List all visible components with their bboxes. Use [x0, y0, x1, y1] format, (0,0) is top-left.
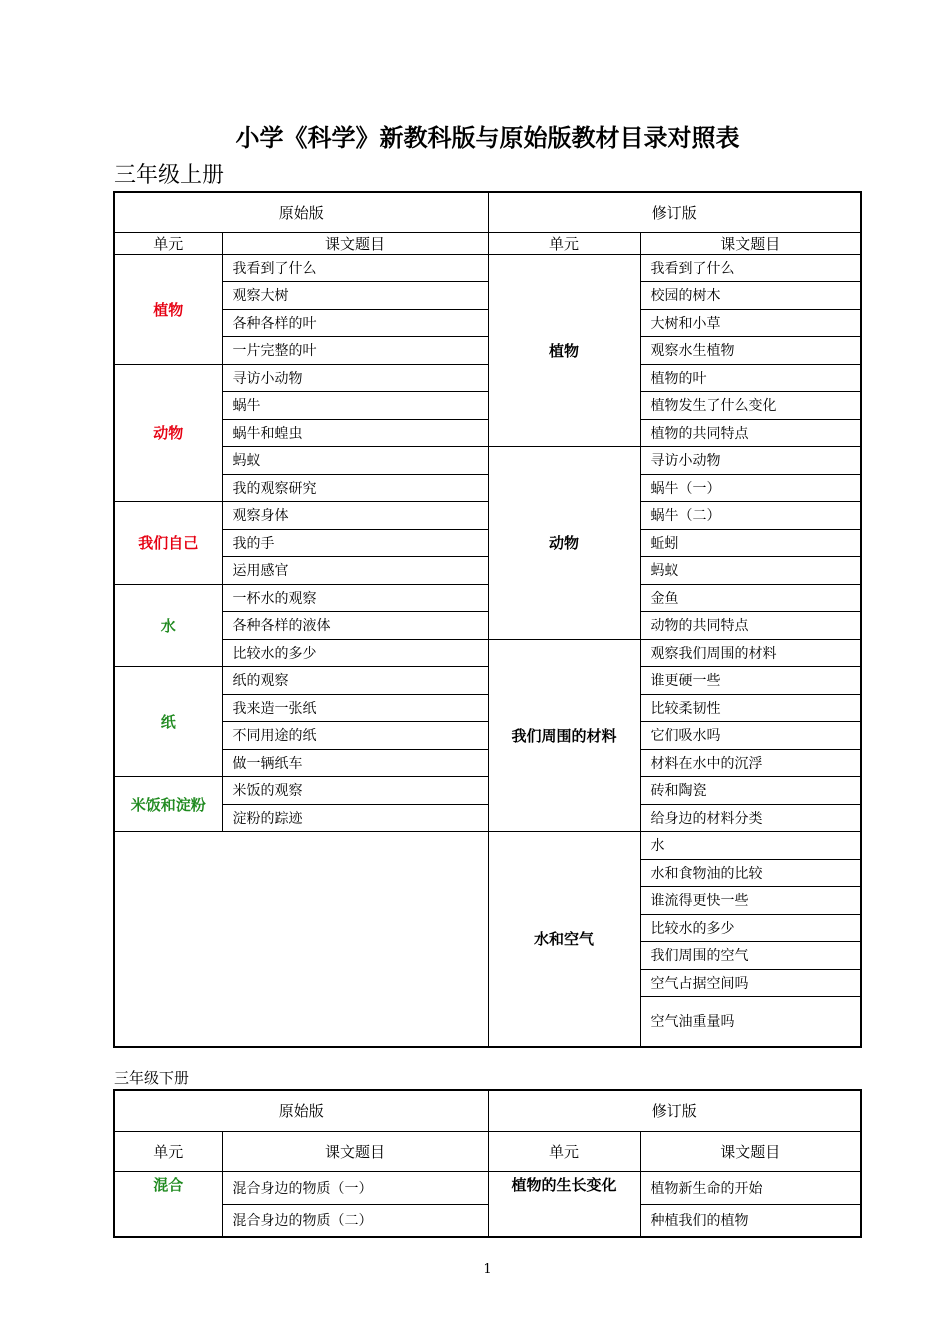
- revised-lesson: 观察水生植物: [640, 337, 861, 365]
- original-lesson: 一片完整的叶: [222, 337, 488, 365]
- original-lesson: 我看到了什么: [222, 254, 488, 282]
- original-lesson: 我的观察研究: [222, 474, 488, 502]
- revised-lesson: 给身边的材料分类: [640, 804, 861, 832]
- original-lesson: 观察身体: [222, 502, 488, 530]
- original-unit: 植物: [114, 254, 222, 364]
- header-unit: 单元: [114, 1131, 222, 1171]
- revised-lesson: 寻访小动物: [640, 447, 861, 475]
- original-lesson: 蜗牛: [222, 392, 488, 420]
- revised-unit: 动物: [488, 447, 640, 640]
- revised-lesson: 植物的叶: [640, 364, 861, 392]
- revised-lesson: 金鱼: [640, 584, 861, 612]
- original-lesson: 观察大树: [222, 282, 488, 310]
- revised-lesson: 比较水的多少: [640, 914, 861, 942]
- original-lesson: 一杯水的观察: [222, 584, 488, 612]
- revised-lesson: 动物的共同特点: [640, 612, 861, 640]
- table-grade3-lower: [113, 1089, 862, 1238]
- revised-lesson: 谁更硬一些: [640, 667, 861, 695]
- revised-unit: 水和空气: [488, 832, 640, 1047]
- revised-lesson: 植物新生命的开始: [640, 1171, 861, 1204]
- original-lesson: 蚂蚁: [222, 447, 488, 475]
- revised-unit: 植物: [488, 254, 640, 447]
- original-lesson: 各种各样的叶: [222, 309, 488, 337]
- revised-lesson: 植物的共同特点: [640, 419, 861, 447]
- original-lesson: 做一辆纸车: [222, 749, 488, 777]
- revised-lesson: 我们周围的空气: [640, 942, 861, 970]
- header-unit: 单元: [488, 1131, 640, 1171]
- revised-lesson: 蜗牛（一）: [640, 474, 861, 502]
- original-lesson: 各种各样的液体: [222, 612, 488, 640]
- table-grade3-upper: [113, 191, 862, 1048]
- original-unit: 纸: [114, 667, 222, 777]
- header-lesson: 课文题目: [640, 232, 861, 254]
- revised-lesson: 空气油重量吗: [640, 997, 861, 1047]
- revised-lesson: 它们吸水吗: [640, 722, 861, 750]
- header-revised: 修订版: [488, 1090, 861, 1131]
- header-unit: 单元: [114, 232, 222, 254]
- original-lesson: 不同用途的纸: [222, 722, 488, 750]
- original-lesson: 运用感官: [222, 557, 488, 585]
- original-unit: 米饭和淀粉: [114, 777, 222, 832]
- revised-lesson: 水和食物油的比较: [640, 859, 861, 887]
- header-unit: 单元: [488, 232, 640, 254]
- original-lesson: 混合身边的物质（二）: [222, 1204, 488, 1237]
- revised-lesson: 我看到了什么: [640, 254, 861, 282]
- empty-cell: [114, 832, 488, 1047]
- section-heading-grade3-lower: 三年级下册: [114, 1069, 190, 1087]
- header-original: 原始版: [114, 1090, 488, 1131]
- revised-lesson: 蚯蚓: [640, 529, 861, 557]
- revised-lesson: 水: [640, 832, 861, 860]
- revised-lesson: 植物发生了什么变化: [640, 392, 861, 420]
- original-unit: 水: [114, 584, 222, 667]
- revised-lesson: 蚂蚁: [640, 557, 861, 585]
- original-lesson: 纸的观察: [222, 667, 488, 695]
- original-lesson: 我的手: [222, 529, 488, 557]
- revised-lesson: 种植我们的植物: [640, 1204, 861, 1237]
- header-lesson: 课文题目: [222, 1131, 488, 1171]
- header-lesson: 课文题目: [222, 232, 488, 254]
- original-lesson: 寻访小动物: [222, 364, 488, 392]
- revised-lesson: 谁流得更快一些: [640, 887, 861, 915]
- page-title: 小学《科学》新教科版与原始版教材目录对照表: [235, 123, 740, 152]
- revised-lesson: 校园的树木: [640, 282, 861, 310]
- revised-lesson: 比较柔韧性: [640, 694, 861, 722]
- original-lesson: 淀粉的踪迹: [222, 804, 488, 832]
- revised-lesson: 材料在水中的沉浮: [640, 749, 861, 777]
- page-number: 1: [483, 1262, 492, 1277]
- revised-unit: 我们周围的材料: [488, 639, 640, 832]
- original-unit: 动物: [114, 364, 222, 502]
- section-heading-grade3-upper: 三年级上册: [114, 163, 225, 188]
- header-revised: 修订版: [488, 192, 861, 232]
- original-lesson: 蜗牛和蝗虫: [222, 419, 488, 447]
- original-unit: 混合: [114, 1171, 222, 1237]
- header-original: 原始版: [114, 192, 488, 232]
- revised-lesson: 空气占据空间吗: [640, 969, 861, 997]
- revised-lesson: 观察我们周围的材料: [640, 639, 861, 667]
- revised-lesson: 蜗牛（二）: [640, 502, 861, 530]
- revised-unit: 植物的生长变化: [488, 1171, 640, 1237]
- header-lesson: 课文题目: [640, 1131, 861, 1171]
- original-lesson: 混合身边的物质（一）: [222, 1171, 488, 1204]
- original-lesson: 米饭的观察: [222, 777, 488, 805]
- original-lesson: 比较水的多少: [222, 639, 488, 667]
- original-lesson: 我来造一张纸: [222, 694, 488, 722]
- revised-lesson: 大树和小草: [640, 309, 861, 337]
- revised-lesson: 砖和陶瓷: [640, 777, 861, 805]
- original-unit: 我们自己: [114, 502, 222, 585]
